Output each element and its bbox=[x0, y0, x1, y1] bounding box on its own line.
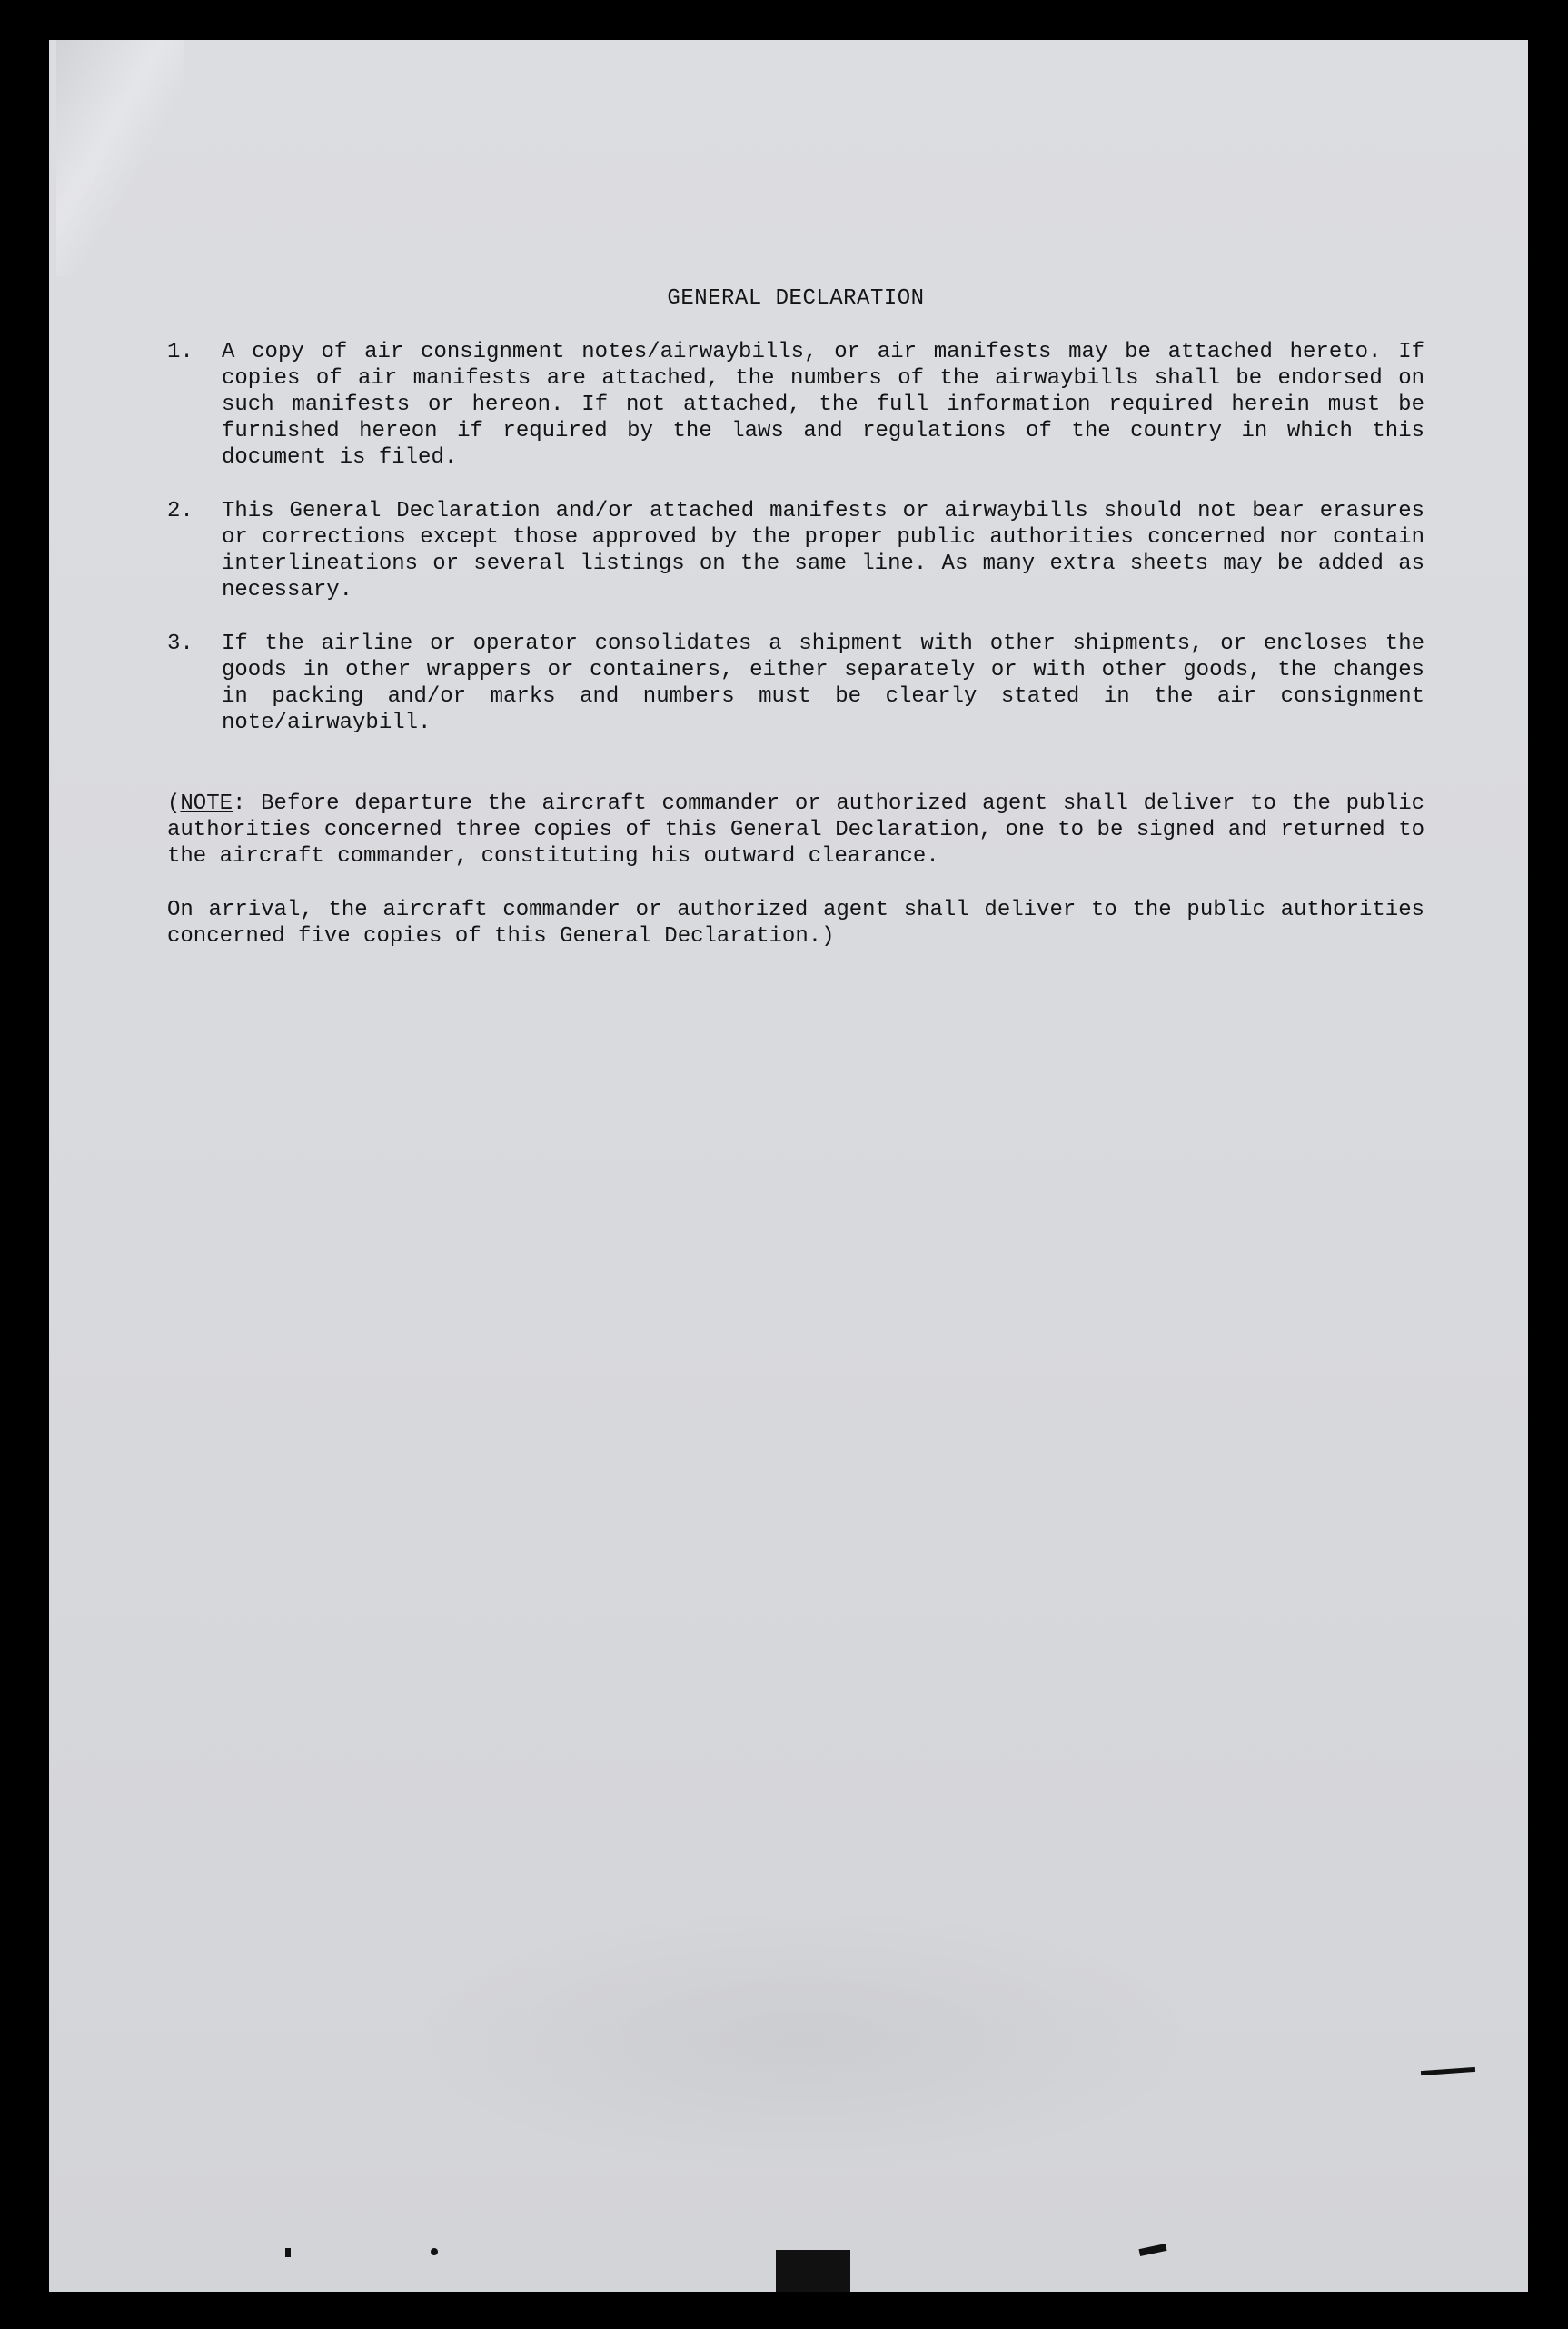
item-number: 2. bbox=[167, 499, 194, 523]
item-text: If the airline or operator consolidates a shipment with other shipments, or encloses the goods in other wrappers or containers, either separately or with other goods, the changes in packing and/or marks and numbers must be clearly stated in the air consignment note/airwaybill. bbox=[222, 632, 1424, 735]
note-colon: : bbox=[233, 791, 246, 816]
document-body bbox=[167, 285, 1424, 971]
arrival-paragraph: On arrival, the aircraft commander or authorized agent shall deliver to the public authorities concerned five copies of this General Declaration.) bbox=[167, 898, 1424, 949]
list-item bbox=[167, 339, 1424, 471]
bleed-through-stain bbox=[394, 1903, 1212, 2175]
scan-edge-marks bbox=[49, 2237, 1528, 2292]
ink-speck bbox=[1138, 2244, 1166, 2256]
note-label: NOTE bbox=[180, 791, 233, 816]
document-title: GENERAL DECLARATION bbox=[667, 286, 925, 311]
ink-speck bbox=[1421, 2067, 1475, 2075]
item-text: This General Declaration and/or attached manifests or airwaybills should not bear erasures or corrections except those approved by the proper public authorities concerned nor contain interlineations or several listings on the same line. As many extra sheets may be added as necessary. bbox=[222, 499, 1424, 602]
item-text: A copy of air consignment notes/airwaybills, or air manifests may be attached hereto. If copies of air manifests are attached, the numbers of the airwaybills shall be endorsed on such manifests or hereon. If not attached, the full information required herein must be furnished hereon if required by the laws and regulations of the country in which this document is filed. bbox=[222, 340, 1424, 470]
ink-speck bbox=[285, 2248, 291, 2257]
note-open-paren: ( bbox=[167, 791, 181, 816]
list-item bbox=[167, 631, 1424, 736]
item-number: 1. bbox=[167, 340, 194, 364]
note-paragraph bbox=[167, 791, 1424, 870]
item-number: 3. bbox=[167, 632, 194, 656]
list-item bbox=[167, 498, 1424, 603]
note-text: Before departure the aircraft commander or authorized agent shall deliver to the public authorities concerned three copies of this General Declaration, one to be signed and returned to the aircraft commander, constituting his outward clearance. bbox=[167, 791, 1424, 869]
folded-corner bbox=[56, 40, 184, 276]
ink-speck bbox=[431, 2248, 438, 2255]
binding-mark bbox=[776, 2250, 850, 2292]
document-page bbox=[49, 40, 1528, 2292]
